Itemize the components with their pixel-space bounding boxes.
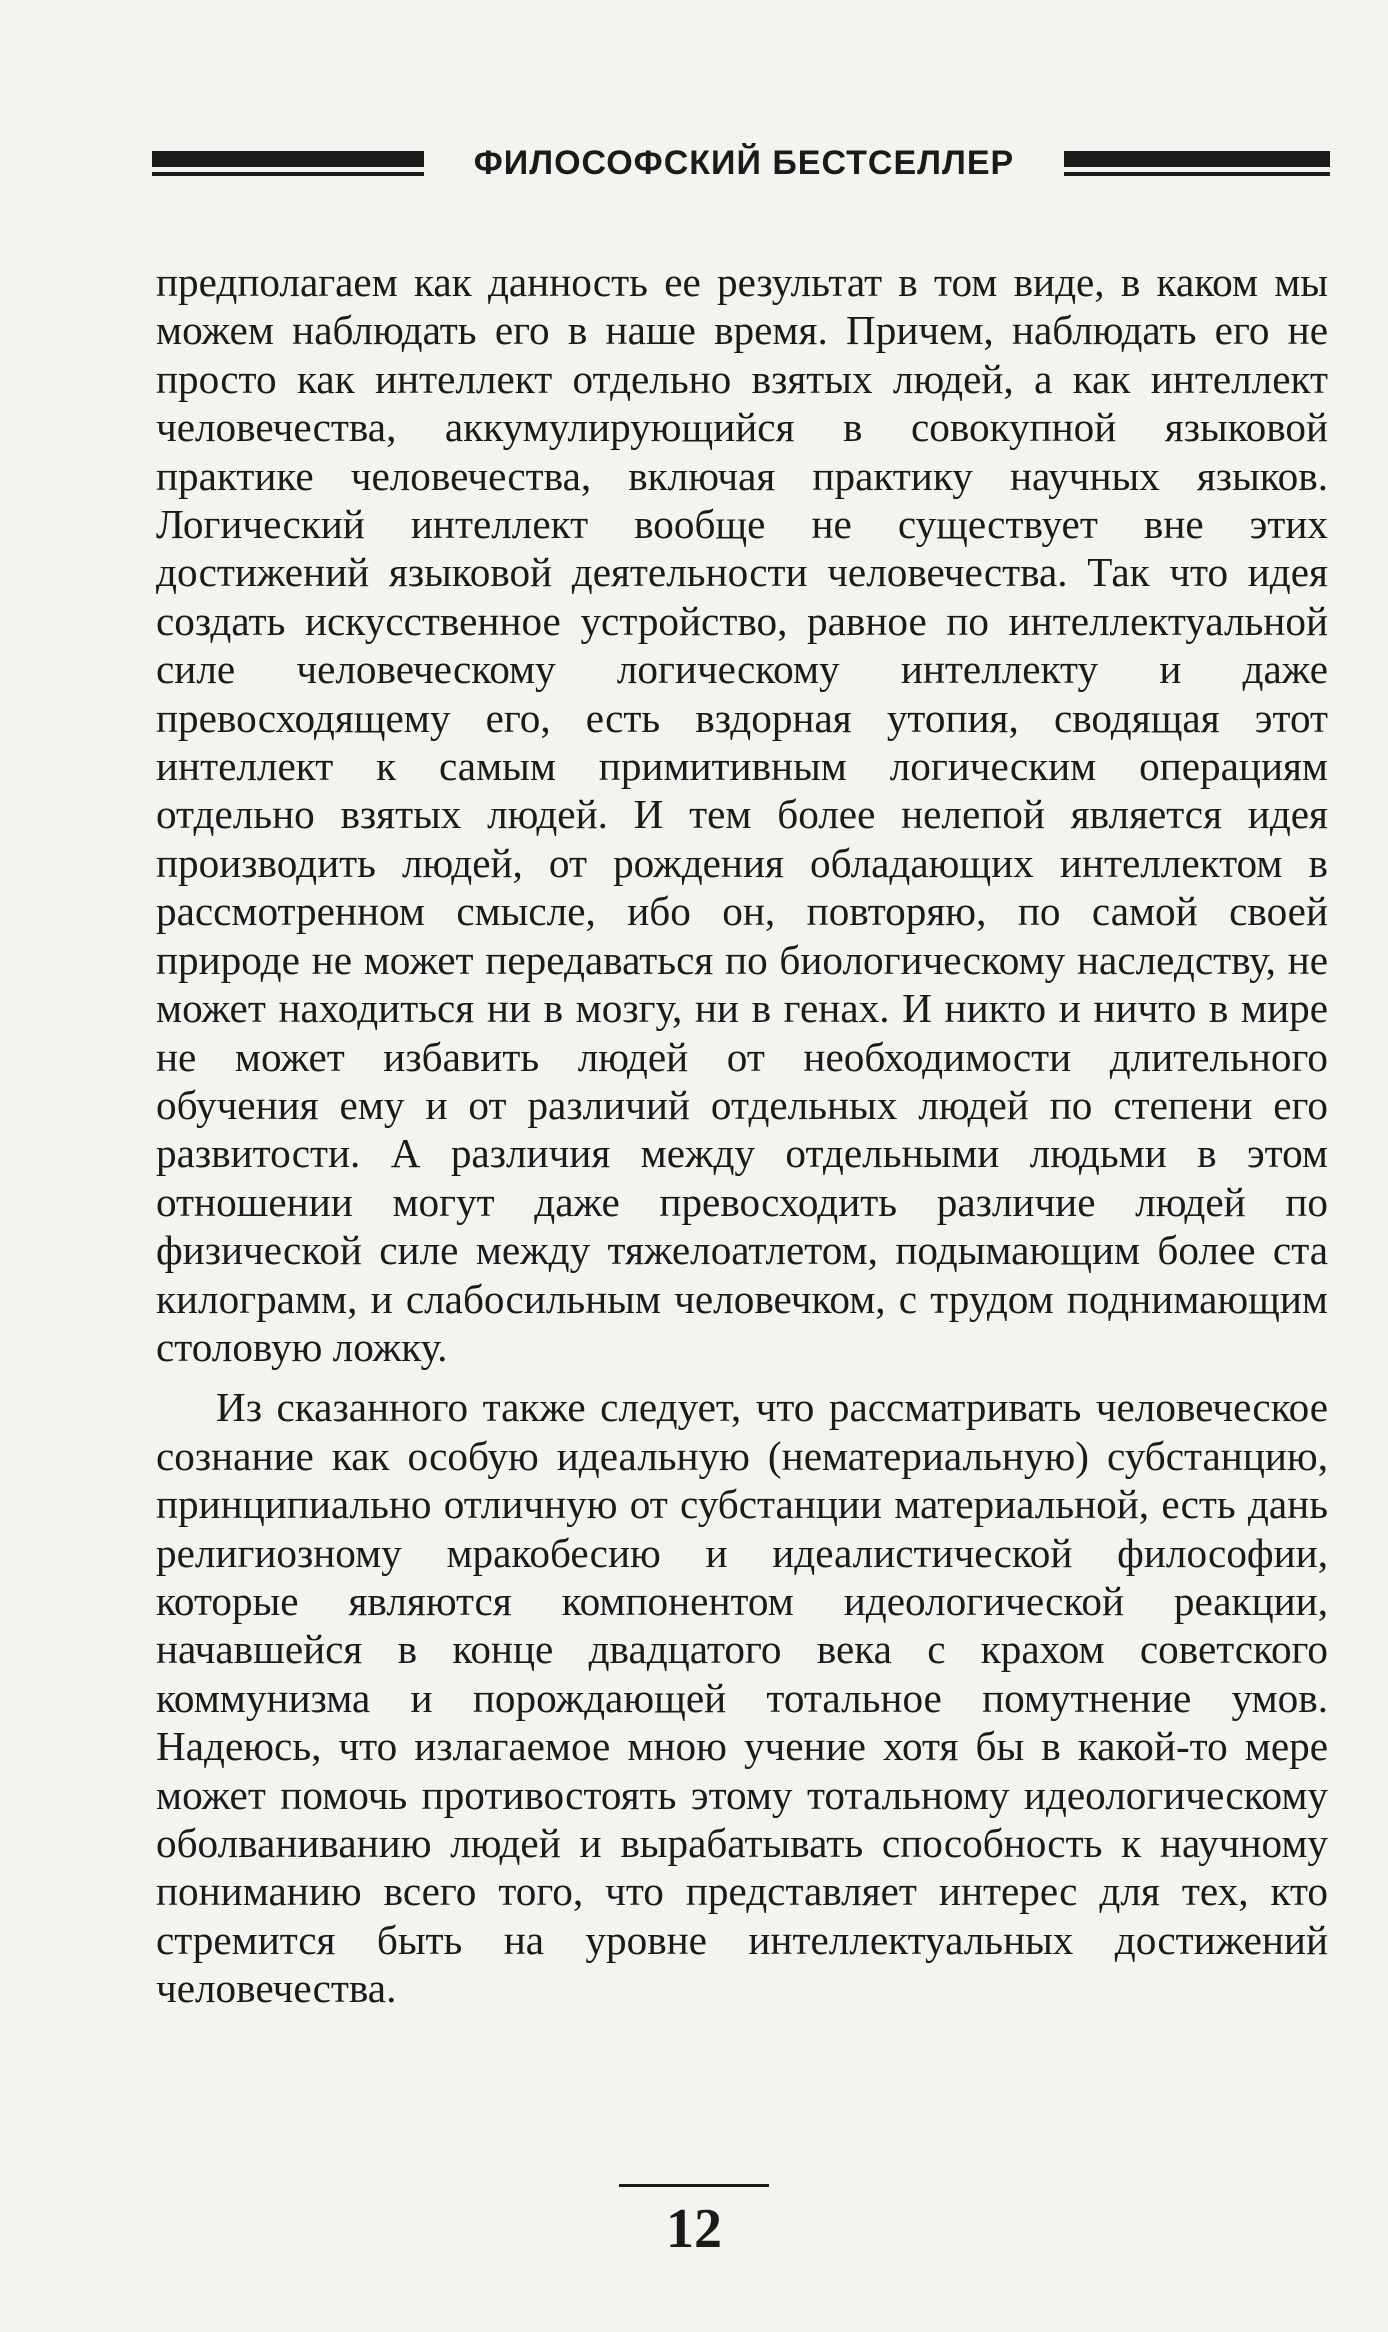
- running-title: ФИЛОСОФСКИЙ БЕСТСЕЛЛЕР: [473, 143, 1015, 182]
- header-rule-right-thick: [1064, 151, 1330, 167]
- page-footer: [0, 2184, 1388, 2259]
- footer-rule: [619, 2184, 769, 2187]
- page-number: 12: [666, 2198, 722, 2260]
- page-body: [156, 258, 1328, 2013]
- paragraph: Из сказанного также следует, что рассматривать человеческое сознание как особую идеальную (нематериальную) субстанцию, принципиально отличную от субстанции материальной, есть дань религиозному мракобесию и идеалистической философии, которые являются компонентом идеологической реакции, начавшейся в конце двадцатого века с крахом советского коммунизма и порождающей тотальное помутнение умов. Надеюсь, что излагаемое мною учение хотя бы в какой-то мере может помочь противостоять этому тотальному идеологическому оболваниванию людей и вырабатывать способность к научному пониманию всего того, что представляет интерес для тех, кто стремится быть на уровне интеллектуальных достижений человечества.: [156, 1384, 1328, 2012]
- header-rule-left-thin: [152, 172, 424, 176]
- header-rule-left-thick: [152, 151, 424, 167]
- header-rule-right: [1064, 151, 1330, 176]
- header-rule-left: [152, 151, 424, 176]
- paragraph-continued: предполагаем как данность ее результат в том виде, в каком мы можем наблюдать его в наше время. Причем, наблюдать его не просто как интеллект отдельно взятых людей, а как интеллект человечества, аккумулирующийся в совокупной языковой практике человечества, включая практику научных языков. Логический интеллект вообще не существует вне этих достижений языковой деятельности человечества. Так что идея создать искусственное устройство, равное по интеллектуальной силе человеческому логическому интеллекту и даже превосходящему его, есть вздорная утопия, сводящая этот интеллект к самым примитивным логическим операциям отдельно взятых людей. И тем более нелепой является идея производить людей, от рождения обладающих интеллектом в рассмотренном смысле, ибо он, повторяю, по самой своей природе не может передаваться по биологическому наследству, не может находиться ни в мозгу, ни в генах. И никто и ничто в мире не может избавить людей от необходимости длительного обучения ему и от различий отдельных людей по степени его развитости. А различия между отдельными людьми в этом отношении могут даже превосходить различие людей по физической силе между тяжелоатлетом, подымающим более ста килограмм, и слабосильным человечком, с трудом поднимающим столовую ложку.: [156, 259, 1328, 1370]
- header-rule-right-thin: [1064, 172, 1330, 176]
- running-header: [152, 140, 1330, 186]
